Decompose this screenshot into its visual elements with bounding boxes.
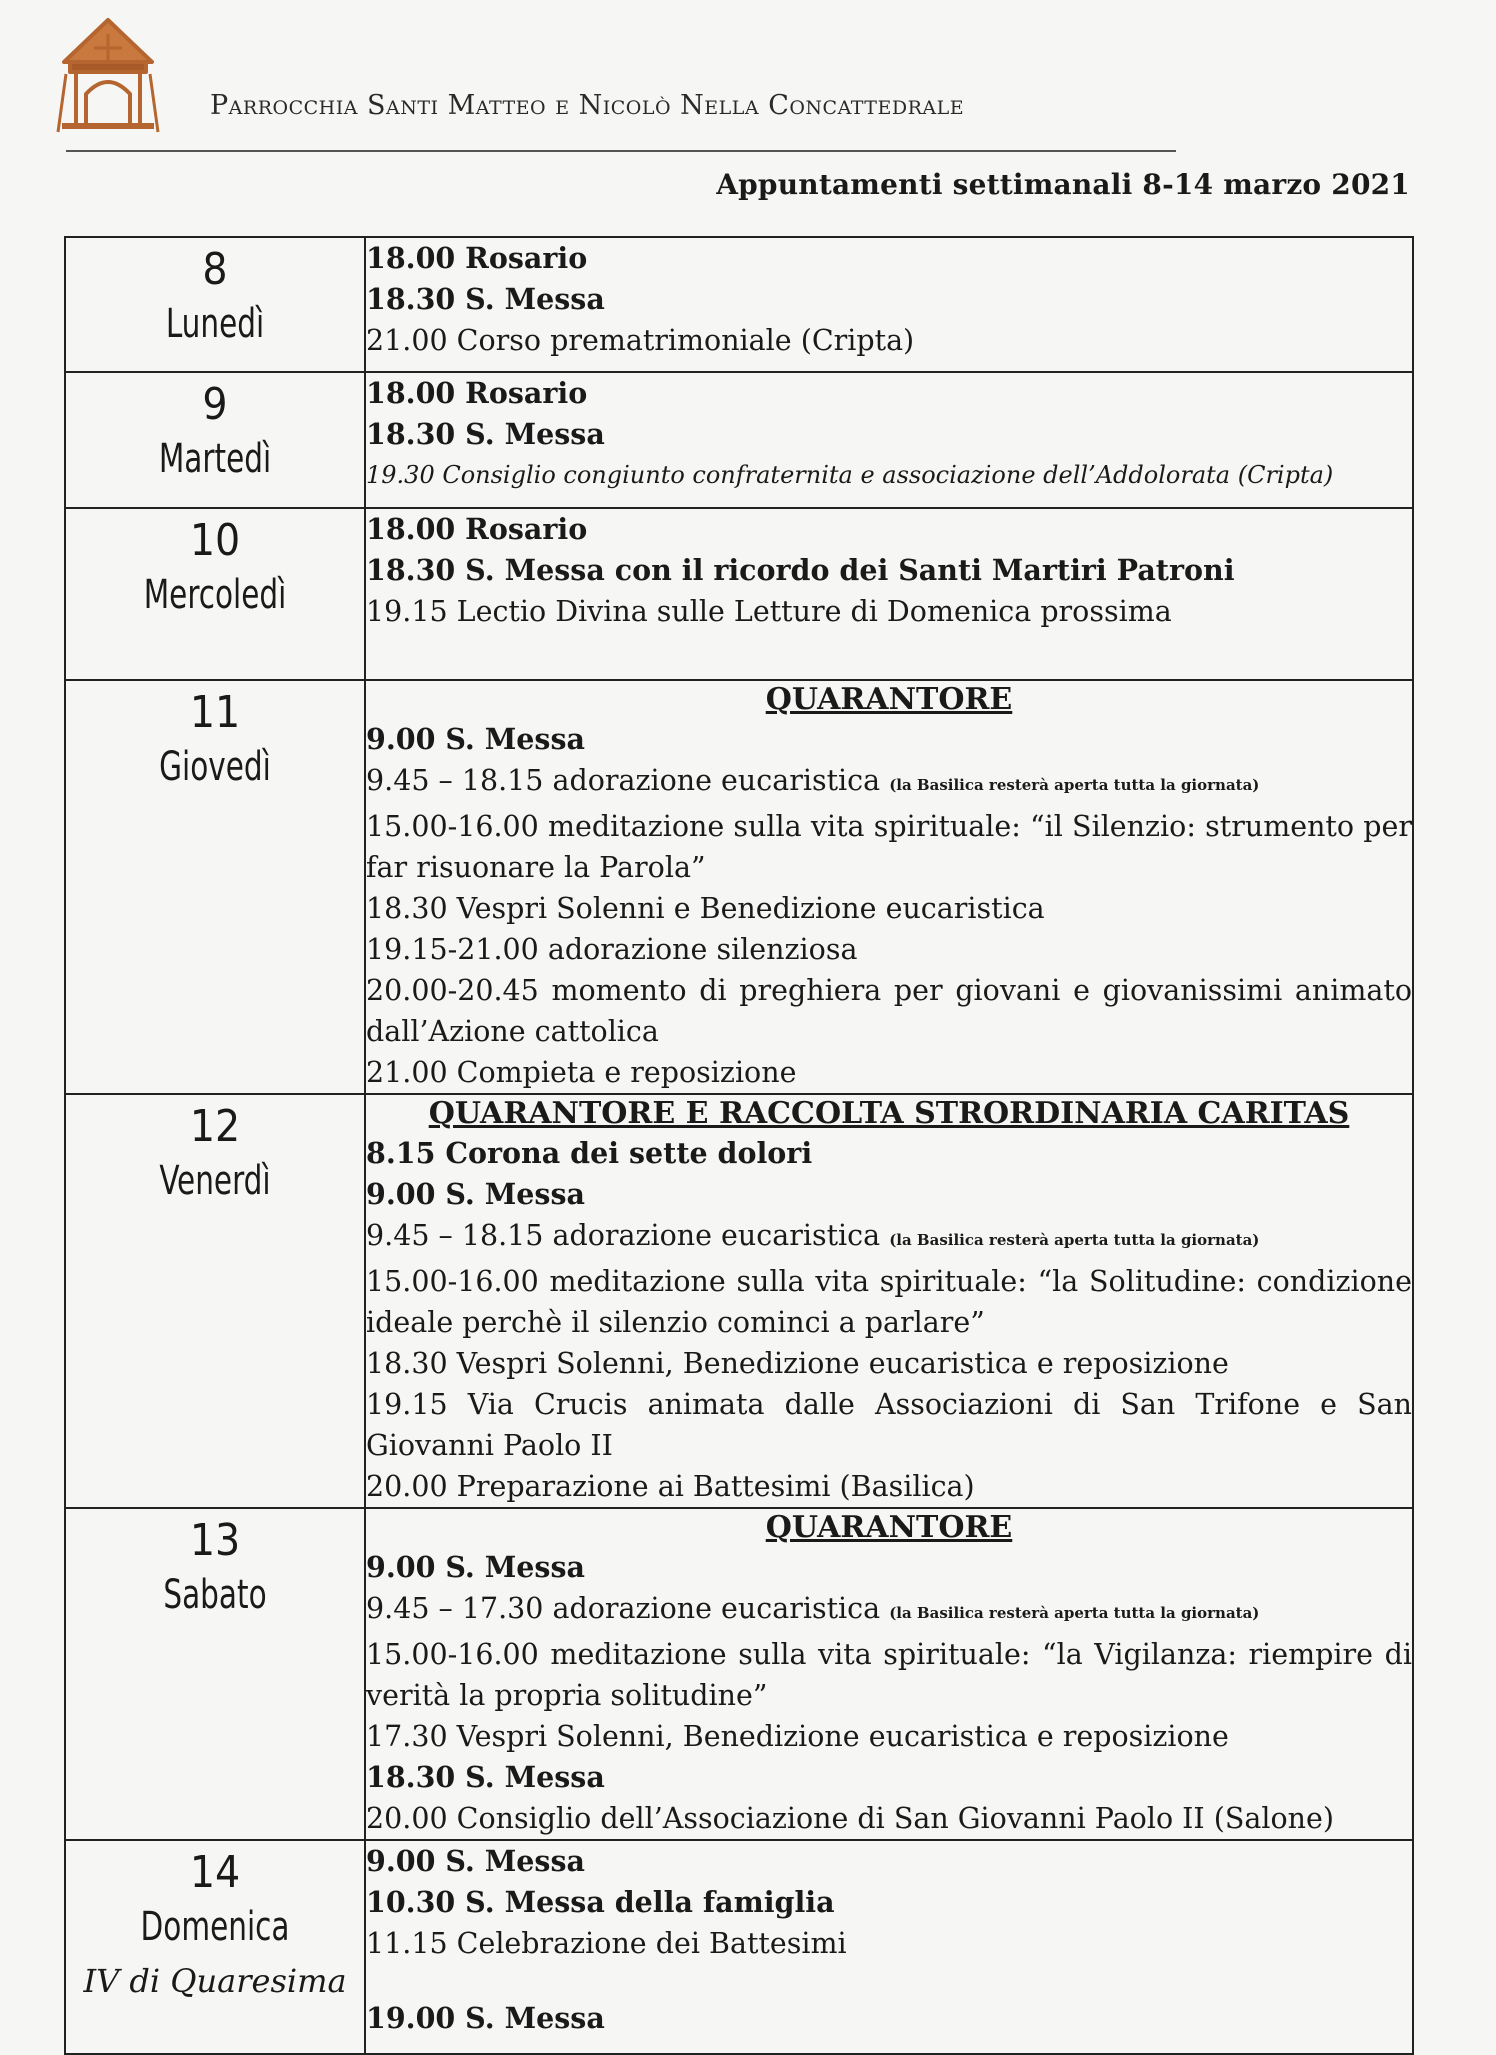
event-line [366, 888, 1412, 929]
event-text: 18.00 Rosario [366, 512, 588, 546]
event-note: (la Basilica resterà aperta tutta la giornata) [889, 1231, 1260, 1249]
day-cell [65, 508, 365, 680]
event-line [366, 1547, 1412, 1588]
event-line [366, 1215, 1412, 1261]
day-row [65, 1840, 1413, 2054]
schedule-title: Appuntamenti settimanali 8-14 marzo 2021 [716, 168, 1410, 201]
event-text: 15.00-16.00 meditazione sulla vita spirituale: “la Vigilanza: riempire di verità la propria solitudine” [366, 1638, 1412, 1712]
day-name: Martedì [158, 436, 272, 482]
header-divider [66, 150, 1176, 152]
event-text: 19.15-21.00 adorazione silenziosa [366, 933, 858, 966]
event-line [366, 373, 1412, 414]
event-text: 18.00 Rosario [366, 241, 588, 275]
event-text: 21.00 Compieta e reposizione [366, 1056, 797, 1089]
event-text: 18.30 Vespri Solenni, Benedizione eucaristica e reposizione [366, 1347, 1229, 1380]
event-text: 19.30 Consiglio congiunto confraternita e associazione dell’Addolorata (Cripta) [366, 461, 1334, 489]
event-line [366, 1841, 1412, 1882]
day-name: Lunedì [165, 301, 265, 347]
event-text: 21.00 Corso prematrimoniale (Cripta) [366, 324, 915, 357]
event-line [366, 970, 1412, 1052]
event-text: 17.30 Vespri Solenni, Benedizione eucaristica e reposizione [366, 1720, 1229, 1753]
event-text: 19.15 Lectio Divina sulle Letture di Domenica prossima [366, 595, 1172, 628]
events-cell [365, 237, 1413, 372]
event-line [366, 279, 1412, 320]
day-number: 12 [189, 1101, 241, 1152]
events-cell [365, 680, 1413, 1094]
event-text: 9.00 S. Messa [366, 1177, 585, 1211]
event-line [366, 929, 1412, 970]
day-number: 10 [189, 515, 241, 566]
event-line [366, 455, 1412, 496]
event-text: 10.30 S. Messa della famiglia [366, 1885, 835, 1919]
event-line [366, 550, 1412, 591]
day-row [65, 508, 1413, 680]
day-cell [65, 237, 365, 372]
weekly-schedule-table [64, 236, 1414, 2055]
day-name: Venerdì [159, 1158, 271, 1204]
event-line [366, 1384, 1412, 1466]
day-name: Giovedì [159, 744, 271, 790]
events-cell [365, 1094, 1413, 1508]
event-line [366, 1716, 1412, 1757]
event-line [366, 1882, 1412, 1923]
day-cell [65, 680, 365, 1094]
day-row [65, 1094, 1413, 1508]
day-heading: QUARANTORE [765, 682, 1013, 717]
day-number: 8 [202, 244, 228, 295]
event-line [366, 1634, 1412, 1716]
church-logo-icon [48, 14, 168, 139]
event-text: 9.45 – 18.15 adorazione eucaristica [366, 1219, 881, 1252]
event-line [366, 320, 1412, 361]
event-note: (la Basilica resterà aperta tutta la giornata) [889, 776, 1260, 794]
event-text: 18.30 S. Messa [366, 417, 605, 451]
event-line [366, 1261, 1412, 1343]
event-text: 20.00-20.45 momento di preghiera per giovani e giovanissimi animato dall’Azione cattolica [366, 974, 1412, 1048]
event-text: 20.00 Preparazione ai Battesimi (Basilica) [366, 1470, 975, 1503]
event-line [366, 719, 1412, 760]
event-text: 15.00-16.00 meditazione sulla vita spirituale: “il Silenzio: strumento per far risuonare la Parola” [366, 810, 1412, 884]
events-cell [365, 372, 1413, 508]
event-line [366, 806, 1412, 888]
event-text: 20.00 Consiglio dell’Associazione di San Giovanni Paolo II (Salone) [366, 1802, 1334, 1835]
event-line [366, 1757, 1412, 1798]
day-row [65, 237, 1413, 372]
event-note: (la Basilica resterà aperta tutta la giornata) [889, 1604, 1260, 1622]
event-text: 18.30 S. Messa [366, 282, 605, 316]
day-row [65, 680, 1413, 1094]
event-line [366, 1588, 1412, 1634]
spacer [366, 1964, 1412, 1998]
event-text: 18.00 Rosario [366, 376, 588, 410]
day-cell [65, 1508, 365, 1840]
day-number: 11 [189, 687, 241, 738]
event-line [366, 238, 1412, 279]
event-text: 9.00 S. Messa [366, 722, 585, 756]
day-row [65, 1508, 1413, 1840]
day-cell [65, 1840, 365, 2054]
event-line [366, 509, 1412, 550]
event-text: 19.15 Via Crucis animata dalle Associazioni di San Trifone e San Giovanni Paolo II [366, 1388, 1412, 1462]
events-cell [365, 508, 1413, 680]
event-text: 15.00-16.00 meditazione sulla vita spirituale: “la Solitudine: condizione ideale perchè il silenzio cominci a parlare” [366, 1265, 1412, 1339]
day-number: 9 [202, 379, 228, 430]
day-heading: QUARANTORE E RACCOLTA STRORDINARIA CARITAS [428, 1096, 1350, 1131]
event-line [366, 1174, 1412, 1215]
parish-name: Parrocchia Santi Matteo e Nicolò Nella Concattedrale [210, 90, 965, 121]
event-line [366, 1923, 1412, 1964]
event-line [366, 1052, 1412, 1093]
event-line [366, 414, 1412, 455]
event-line [366, 591, 1412, 632]
event-line [366, 1466, 1412, 1507]
day-heading: QUARANTORE [765, 1510, 1013, 1545]
day-number: 13 [189, 1515, 241, 1566]
event-text: 11.15 Celebrazione dei Battesimi [366, 1927, 847, 1960]
event-line [366, 1798, 1412, 1839]
day-row [65, 372, 1413, 508]
day-cell [65, 1094, 365, 1508]
day-name: Mercoledì [143, 572, 287, 618]
event-line [366, 760, 1412, 806]
day-name: Sabato [163, 1572, 267, 1618]
day-cell [65, 372, 365, 508]
event-text: 9.00 S. Messa [366, 1844, 585, 1878]
event-text: 9.45 – 18.15 adorazione eucaristica [366, 764, 881, 797]
event-line [366, 1343, 1412, 1384]
event-text: 9.45 – 17.30 adorazione eucaristica [366, 1592, 881, 1625]
event-text: 8.15 Corona dei sette dolori [366, 1136, 813, 1170]
event-text: 18.30 S. Messa [366, 1760, 605, 1794]
day-number: 14 [189, 1847, 241, 1898]
event-text: 18.30 S. Messa con il ricordo dei Santi Martiri Patroni [366, 553, 1235, 587]
event-line [366, 1998, 1412, 2039]
event-text: 18.30 Vespri Solenni e Benedizione eucaristica [366, 892, 1045, 925]
event-line [366, 1133, 1412, 1174]
event-text: 9.00 S. Messa [366, 1550, 585, 1584]
event-text: 19.00 S. Messa [366, 2001, 605, 2035]
day-subtitle: IV di Quaresima [83, 1962, 347, 2000]
letterhead [40, 10, 1220, 160]
events-cell [365, 1508, 1413, 1840]
events-cell [365, 1840, 1413, 2054]
day-name: Domenica [140, 1904, 290, 1950]
